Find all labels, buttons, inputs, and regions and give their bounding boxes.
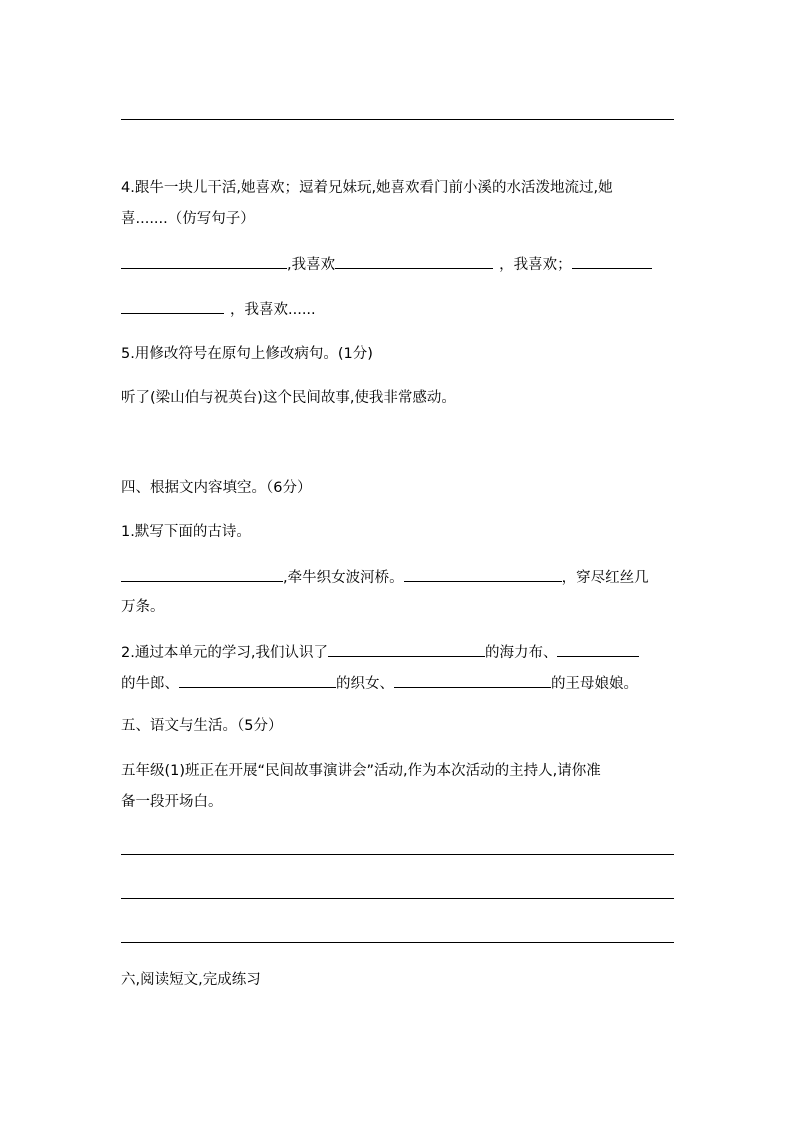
section5-prompt-line2: 备一段开场白。 (121, 794, 223, 810)
section4-item2-row1 (121, 642, 674, 663)
answer-blank[interactable] (179, 673, 336, 688)
answer-blank[interactable] (557, 642, 639, 657)
q4-fill-row2 (121, 299, 674, 320)
answer-blank[interactable] (121, 254, 287, 269)
q4-fill-text: ,我喜欢 (287, 257, 336, 273)
answer-blank[interactable] (328, 642, 485, 657)
section4-heading: 四、根据文内容填空。（6分） (121, 480, 312, 496)
section4-item1-title: 1.默写下面的古诗。 (121, 524, 251, 540)
q4-prompt-line2: 喜.......（仿写句子） (121, 211, 255, 227)
item2-text: 的牛郎、 (121, 676, 179, 692)
section5-heading: 五、语文与生活。（5分） (121, 718, 283, 734)
answer-line[interactable] (121, 898, 674, 899)
answer-blank[interactable] (121, 567, 283, 582)
section5-prompt-line1: 五年级(1)班正在开展“民间故事演讲会”活动,作为本次活动的主持人,请你准 (121, 763, 601, 779)
section4-item2-row2 (121, 673, 674, 694)
item2-text: 2.通过本单元的学习,我们认识了 (121, 645, 328, 661)
q4-fill-row1 (121, 254, 674, 275)
poem-row2: 万条。 (121, 599, 165, 615)
answer-line[interactable] (121, 942, 674, 943)
q5-sentence: 听了(梁山伯与祝英台)这个民间故事,使我非常感动。 (121, 390, 456, 406)
answer-blank[interactable] (335, 254, 493, 269)
answer-blank[interactable] (121, 299, 224, 314)
item2-text: 的王母娘娘。 (551, 676, 638, 692)
q4-prompt-line1: 4.跟牛一块儿干活,她喜欢；逗着兄妹玩,她喜欢看门前小溪的水活泼地流过,她 (121, 180, 613, 196)
answer-line[interactable] (121, 854, 674, 855)
poem-text: ,牵牛织女波河桥。 (283, 570, 404, 586)
poem-text: ，穿尽红丝几 (561, 570, 649, 586)
q4-fill-text: ，我喜欢； (499, 257, 572, 273)
answer-blank[interactable] (394, 673, 551, 688)
answer-blank[interactable] (404, 567, 562, 582)
q5-title: 5.用修改符号在原句上修改病句。(1分) (121, 346, 373, 362)
item2-text: 的织女、 (336, 676, 394, 692)
poem-row1 (121, 567, 674, 588)
section6-heading: 六,阅读短文,完成练习 (121, 972, 261, 988)
answer-blank[interactable] (572, 254, 652, 269)
q4-fill-text: ，我喜欢...... (230, 302, 316, 318)
answer-line (121, 119, 674, 120)
item2-text: 的海力布、 (484, 645, 558, 661)
